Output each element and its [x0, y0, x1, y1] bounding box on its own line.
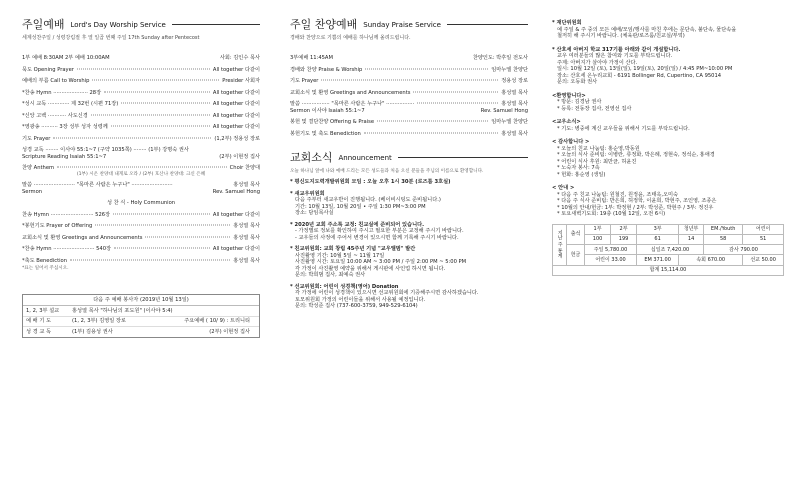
offering-cell: 선교 50.00 — [743, 255, 784, 265]
praise-column — [290, 0, 528, 310]
att-val: 100 — [585, 234, 611, 244]
stats-table — [552, 224, 784, 276]
worship-title-en: Lord's Day Worship Service — [70, 20, 166, 29]
order-item-label: 기도 Prayer — [22, 135, 51, 142]
announcement-line: 장소: 담임목사실 — [295, 210, 334, 217]
order-item-leader: All together 다같이 — [212, 211, 260, 218]
right-column — [552, 0, 784, 276]
stats-side-label: 지난 주 통계 — [553, 224, 567, 265]
order-item-label: 교회소식 및 환영 Greetings and Announcements — [22, 234, 143, 241]
announcement-item — [552, 93, 784, 113]
announcement-line: 사진촬영 기간: 10월 5일 ~ 11월 17일 — [295, 252, 385, 259]
order-item-label: 묵도 Opening Prayer — [22, 66, 74, 73]
order-item-label: 경배와 찬양 Praise & Worship — [290, 66, 363, 73]
announcement-line: * 어린이 식사 후원: 최만균, 허윤진 — [557, 158, 637, 165]
announcement-line: * 토요새벽기도회: 19층 (10월 12일, 오전 6시) — [557, 211, 666, 217]
att-head: 2부 — [611, 224, 637, 234]
order-item-leader: 홍성열 목사 — [501, 101, 528, 107]
offering-total: 합계 15,114.00 — [553, 265, 784, 275]
order-item — [22, 67, 260, 74]
order-item — [22, 258, 260, 265]
order-item-label: *찬송 Hymn ····················· 28장 — [22, 89, 102, 96]
stand-note: *표는 일어서 주십시오. — [22, 266, 69, 272]
announcement-line: 사진촬영 시간: 토요일 10:00 AM ~ 3:00 PM / 주일 2:00 PM ~ 5:00 PM — [295, 259, 467, 266]
announcement-line: - 가정별로 정보를 확인하여 주시고 필요한 부분은 교정해 주시기 바랍니다. — [295, 228, 464, 235]
order-item-leader: All together 다같이 — [212, 112, 260, 119]
announcement-heading: < 감사합니다 > — [552, 139, 590, 145]
announcement-line: 문의: 오동화 권사 — [557, 79, 598, 85]
praise-sermon-en: Sermon 이사야 Isaiah 55:1~7 — [290, 107, 365, 114]
order-item — [290, 131, 528, 138]
praise-leader: 찬양인도: 박후일 전도사 — [472, 55, 528, 61]
announcement-line: * 다음 주 친교 나눔팀: 원철진, 원정윤, 조태옥,오미숙 — [557, 191, 679, 198]
att-val: 51 — [743, 234, 784, 244]
announcement-heading: * 평신도지도력개발위원회 모임 : 오늘 오후 1시 30분 (로즈룸 3호실) — [290, 179, 451, 186]
announcement-line: 주제: 아버지가 살아야 가정이 산다. — [557, 59, 638, 66]
order-item-label: 교회소식 및 환영 Greetings and Announcements — [290, 89, 411, 96]
order-item-label: 예배의 부름 Call to Worship — [22, 78, 90, 84]
praise-title-ko: 주일 찬양예배 — [290, 18, 358, 31]
order-item-leader: All together 다같이 — [212, 124, 260, 130]
order-item-label: 봉헌 및 결단찬양 Offering & Praise — [290, 119, 375, 125]
announcement-line: 각 가정에 어린이 성경책이 있으시면 선교위원회에 기증해주시면 감사하겠습니다. — [295, 290, 479, 297]
next-week-row — [23, 306, 259, 317]
announcement-item — [552, 139, 784, 178]
praise-subtitle: 경배와 찬양으로 기쁨의 예배를 하나님께 올려드립니다. — [290, 34, 411, 41]
order-item — [22, 124, 260, 131]
order-item-label: *성시 교독 ············· 제 32번 (시편 71장) — [22, 101, 119, 107]
order-item-leader: All together 다같이 — [212, 66, 260, 73]
next-week-servers — [22, 294, 260, 338]
order-item-leader: 임마누엘 찬양단 — [491, 119, 528, 125]
announcement-line: 문의: 박희범 집사, 최예숙 권사 — [295, 272, 366, 279]
announcement-line: 토모위원회 가정의 어린이들을 위해서 사용될 예정입니다. — [295, 296, 426, 303]
order-item-leader: 홍성열 목사 — [233, 234, 260, 241]
announcement-item — [290, 284, 528, 310]
worship-times-row — [22, 55, 260, 62]
announcement-line: 문의: 박성준 집사 (737-600-3759, 949-529-6104) — [295, 303, 418, 310]
scripture-en: Scripture Reading Isaiah 55:1~7 — [22, 153, 107, 160]
order-item — [22, 113, 260, 120]
order-item-label: *영광송 ·········· 3장 성부 성자 성령께 — [22, 124, 108, 130]
announcement-heading: * 재단위원회 — [552, 20, 582, 26]
next-week-title: 다음 주 예배 봉사자 (2019년 10월 13일) — [23, 295, 259, 307]
announcement-heading: * 친교위원회: 교회 창립 45주년 기념 "교우앨범" 발간 — [290, 246, 416, 253]
order-item — [22, 78, 260, 85]
offering-cell: 속회 670.00 — [679, 255, 743, 265]
worship-subtitle: 세계성찬주일 / 성령강림절 후 열 일곱 번째 주일 17th Sunday after Pentecost — [22, 34, 200, 41]
offering-cell: 십일조 7,420.00 — [637, 245, 704, 255]
order-item-label: 말씀 ················· "목마른 사람은 누구나" ················· — [290, 101, 415, 107]
praise-sermon-preacher-en: Rev. Samuel Hong — [480, 107, 528, 114]
announcement-line: 장소: 산호세 온누리교회 - 6191 Bollinger Rd, Cupertino, CA 95014 — [557, 72, 722, 79]
next-week-row — [23, 317, 259, 328]
order-item-label: *봉헌기도 Prayer of Offering — [22, 223, 93, 230]
announcement-line: 예 주일 & 주 중의 모든 예배/모임/행사를 마친 후에는 문단속, 불단속, 물단속을 — [557, 26, 737, 33]
order-item — [290, 119, 528, 126]
announcement-heading: * 산호세 아버지 학교 317기를 아래와 같이 개설합니다. — [552, 46, 681, 53]
worship-title-ko: 주일예배 — [22, 18, 65, 31]
announcement-line: * 방문: 김경남 권사 — [557, 99, 602, 105]
announcement-line: * 오늘의 식사 준비팀: 이병란, 류정화, 박은례, 정현숙, 정석순, 홍애경 — [557, 152, 715, 158]
sermon-preacher-en: Rev. Samuel Hong — [212, 188, 260, 195]
att-head: 3부 — [637, 224, 679, 234]
order-item-leader: 임마누엘 찬양단 — [491, 66, 528, 73]
order-item — [22, 90, 260, 97]
announcement-line: - 교우들의 사정에 주어서 변경이 있으시면 함께 기록해 주시기 바랍니다. — [295, 234, 459, 241]
anthem-label: 찬양 Anthem — [22, 165, 55, 171]
announcement-item — [552, 185, 784, 218]
order-item-leader: (1,2부) 정용성 장로 — [214, 135, 260, 142]
announcement-line: 기간: 10월 13일, 10월 20일 • 주일 1:30 PM~3:00 PM — [295, 203, 426, 210]
announcement-line: * 노숙자 봉사: 7속 — [557, 165, 600, 171]
announcement-heading: * 새교우위원회 — [290, 190, 325, 197]
praise-time-row — [290, 55, 528, 62]
announcement-line: 일시: 10월 12일 (토), 13일(일), 19일(토), 20일(일) / 4:45 PM~10:00 PM — [557, 66, 733, 72]
order-item-label: *축도 Benediction — [22, 257, 68, 264]
announcement-item — [290, 191, 528, 217]
scripture-reading: 성경 교독 ········ 이사야 55:1~7 (구약 1035쪽) ········ (1부) 강명숙 권사 — [22, 147, 189, 153]
next-week-cell: 홍성열 목사 "하나님의 포도원" (이사야 5:4) — [72, 307, 173, 314]
scripture-reader-2: (2부) 이현정 집사 — [219, 153, 260, 160]
order-item — [22, 101, 260, 108]
order-item — [290, 78, 528, 85]
announcement-item — [552, 119, 784, 132]
praise-time: 3부예배 11:45AM — [290, 55, 333, 61]
order-item-label: 찬송 Hymn ·························· 526장 — [22, 211, 111, 218]
order-item — [22, 212, 260, 219]
anthem-note: (1부) 시온 찬양대 내게로 오라 / (2부) 호산나 찬양대: 크신 은혜 — [76, 171, 206, 177]
att-val: 61 — [637, 234, 679, 244]
news-title — [290, 151, 528, 165]
announcement-line: * 10월의 안내/헌금: 1부: 박정현 / 2부: 박성준, 박현주 / 3부: 정진우 — [557, 204, 714, 211]
order-item-label: *신앙 고백 ··········· 사도신경 — [22, 112, 88, 119]
order-item — [22, 235, 260, 242]
att-head: 어린이 — [743, 224, 784, 234]
order-item — [22, 246, 260, 253]
announcement-line: * 오늘의 친교 나눔팀: 홍순영,박동원 — [557, 145, 640, 152]
next-week-cell: (1, 2, 3부) 김영일 장로 — [72, 318, 126, 325]
order-item-label: *찬송 Hymn ························· 540장 — [22, 246, 112, 253]
announcement-heading: < 안내 > — [552, 185, 575, 191]
announcement-heading: <교우소식> — [552, 119, 581, 125]
offering-cell: 주일 5,780.00 — [585, 245, 637, 255]
worship-times: 1부 예배 8:30AM 2부 예배 10:00AM — [22, 55, 110, 61]
att-head: 1부 — [585, 224, 611, 234]
next-week-cell: 주요예배 ( 10/ 9) : 트리니티 — [184, 318, 250, 325]
worship-title — [22, 18, 260, 32]
worship-column — [22, 0, 260, 338]
order-item — [22, 223, 260, 230]
order-item-leader: All together 다같이 — [212, 89, 260, 96]
att-val: 58 — [704, 234, 743, 244]
order-item-leader: All together 다같이 — [212, 101, 260, 107]
order-item-leader: 홍성열 목사 — [501, 130, 528, 137]
order-item-leader: 홍성열 목사 — [233, 223, 260, 230]
next-week-row — [23, 327, 259, 337]
sermon-en: Sermon — [22, 188, 43, 195]
att-head: EM./Youth — [704, 224, 743, 234]
announcement-item — [290, 246, 528, 279]
sermon-title: 말씀 ························· "목마른 사람은 누구나" ························· — [22, 182, 173, 189]
next-week-cell: 예 배 기 도 — [26, 318, 51, 325]
announcement-item — [552, 20, 784, 40]
sermon-preacher: 홍성열 목사 — [233, 182, 260, 189]
announcement-heading: * 선교위원회: 어린이 성경책(영어) Donation — [290, 283, 399, 290]
news-title-en: Announcement — [338, 153, 392, 162]
announcement-line: * 다음 주 식사 준비팀: 반은희, 허정학, 이윤희, 박현주, 조인영, 조종은 — [557, 198, 717, 204]
announcement-line: 철저히 해 주시기 바랍니다. (체육관/로즈룸/친교실/부엌) — [557, 33, 685, 39]
announcement-line: 각 가정이 사진촬영 예약을 위해서 게시판에 사인업 하시면 됩니다. — [295, 265, 446, 272]
praise-sermon-en-row — [290, 108, 528, 115]
order-item-leader: 정용성 장로 — [501, 78, 528, 84]
order-item-leader: 홍성열 목사 — [233, 257, 260, 264]
announcement-line: * 기도: 병중에 계신 교우들을 위해서 기도를 부탁드립니다. — [557, 125, 690, 132]
next-week-cell: (2부) 이현정 집사 — [209, 328, 250, 335]
news-title-ko: 교회소식 — [290, 151, 333, 164]
communion: 성 찬 식 - Holy Communion — [106, 200, 176, 207]
next-week-cell: (1부) 김용성 권사 — [72, 328, 113, 335]
next-week-cell: 성 경 교 독 — [26, 328, 51, 335]
announcement-line: * 헌화: 홍순영 (생일) — [557, 171, 606, 178]
att-val: 199 — [611, 234, 637, 244]
offering-label: 헌금 — [567, 245, 585, 266]
order-item-label: 기도 Prayer — [290, 78, 319, 84]
attendance-label: 출석 — [567, 224, 585, 245]
praise-title-en: Sunday Praise Service — [363, 20, 441, 29]
announcement-heading: <환영합니다> — [552, 92, 586, 99]
next-week-cell: 1, 2, 3부 설교 — [26, 307, 60, 314]
order-item-leader: Presider 사회자 — [222, 78, 260, 84]
announcement-line: * 등록: 전동장 집사, 전영선 집사 — [557, 105, 632, 112]
news-intro: 오늘 하나님 앞에 나와 예배 드리는 모든 성도들과 처음 오신 분들을 주님의 이름으로 환영합니다. — [290, 168, 484, 174]
announcement-line: 다음 주부터 새교우반이 진행됩니다. (베이비시팅도 준비됩니다.) — [295, 197, 441, 204]
offering-cell: EM 371.00 — [637, 255, 679, 265]
announcement-item — [290, 222, 528, 242]
anthem-choir: Choir 찬양대 — [229, 165, 260, 171]
offering-cell: 감사 790.00 — [704, 245, 784, 255]
announcement-item — [290, 179, 528, 186]
announcement-item — [552, 47, 784, 86]
announcement-heading: * 2020년 교회 주소록 교정: 친교실에 준비되어 있습니다. — [290, 221, 425, 228]
order-item-label: 봉헌기도 및 축도 Benediction — [290, 130, 361, 137]
praise-title — [290, 18, 528, 32]
offering-cell: 어린이 33.00 — [585, 255, 637, 265]
order-item-leader: All together 다같이 — [212, 246, 260, 253]
att-head: 청년부 — [679, 224, 704, 234]
worship-presider: 사회: 김인수 목사 — [219, 55, 260, 61]
announcement-line: 교우 여러분들의 많은 참여와 기도를 부탁드립니다. — [557, 53, 673, 59]
order-item — [290, 67, 528, 74]
att-val: 14 — [679, 234, 704, 244]
order-item-leader: 홍성열 목사 — [501, 89, 528, 96]
order-item — [290, 90, 528, 97]
